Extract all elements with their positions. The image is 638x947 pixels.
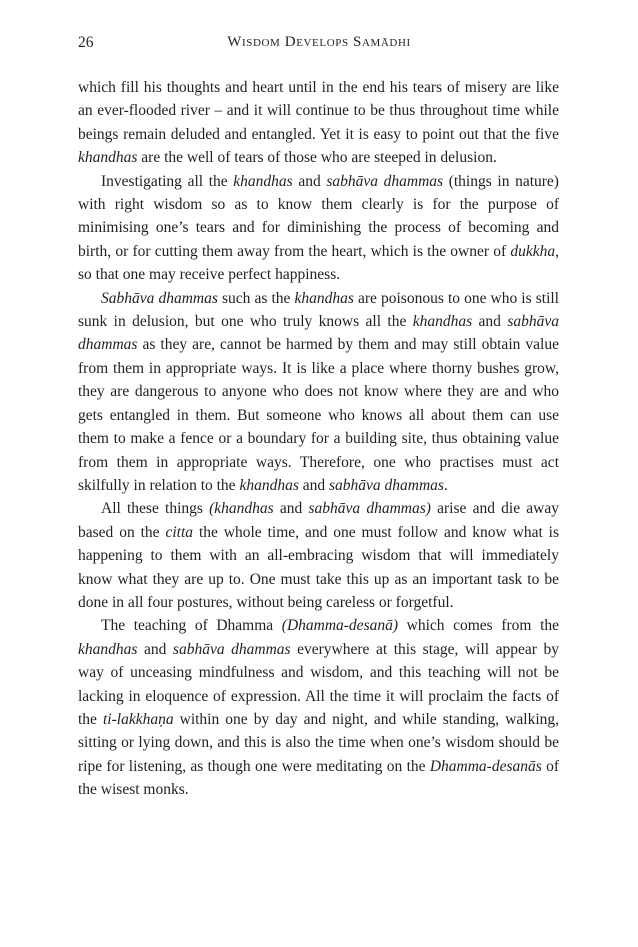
text-run: within one by day and night, and while standing, walking, sitting or lying down, and this is also the time when one’s wisdom should be ripe for listening, as though one were meditating on the (78, 710, 560, 775)
italic-term: dukkha (510, 242, 556, 260)
text-run: and (137, 640, 173, 658)
body-text (78, 76, 559, 802)
italic-term: sabhāva dhammas (326, 172, 444, 190)
page-number: 26 (78, 34, 94, 51)
italic-term: khandhas (412, 313, 473, 331)
text-run: everywhere at this stage, will appear by way of unceasing mindfulness and wisdom, and this teaching will not be lacking in eloquence of expression. All the time it will proclaim the facts of the (78, 640, 559, 728)
text-run: and (298, 476, 329, 494)
italic-term: sabhāva dhammas (172, 640, 291, 658)
text-run: as they are, cannot be harmed by them and may still obtain value from them in appropriate ways. It is like a place where thorny bushes grow, they are dangerous to anyone who does not know where they are and who gets entangled in them. But someone who knows all about them can use them to make a fence or a boundary for a building site, thus obtaining value from them in appropriate ways. Therefore, one who practises must act skilfully in relation to the (78, 336, 559, 494)
paragraph (78, 614, 559, 801)
italic-term: citta (165, 523, 194, 541)
italic-term: sabhāva dhammas) (308, 500, 431, 518)
text-run: the whole time, and one must follow and know what is happening to them with an all-embracing wisdom that will immediately know what they are up to. One must take this up as an important task to be done in all four postures, without being careless or forgetful. (78, 523, 560, 611)
page-header (78, 34, 560, 56)
italic-term: khandhas (294, 289, 354, 307)
italic-term: khandhas (239, 476, 299, 494)
italic-term: khandhas (78, 640, 138, 658)
text-run: which comes from the (398, 617, 560, 635)
text-run: , so that one may receive perfect happiness. (78, 242, 559, 284)
text-run: which fill his thoughts and heart until in the end his tears of misery are like an ever-flooded river – and it will continue to be thus throughout time while beings remain deluded and entangled. Yet it is easy to point out that the five (78, 79, 559, 143)
text-run: arise and die away based on the (78, 500, 559, 541)
text-run: and (472, 313, 508, 331)
text-run: The teaching of Dhamma (101, 617, 282, 635)
italic-term: sabhāva dhammas (78, 313, 559, 354)
italic-term: sabhāva dhammas (329, 476, 444, 494)
italic-term: Sabhāva dhammas (101, 289, 218, 307)
text-run: such as the (217, 289, 295, 307)
italic-term: khandhas (78, 149, 138, 167)
italic-term: (khandhas (209, 500, 274, 518)
text-run: . (443, 476, 448, 494)
text-run: are the well of tears of those who are steeped in delusion. (137, 149, 497, 167)
paragraph (78, 497, 559, 614)
text-run: are poisonous to one who is still sunk in delusion, but one who truly knows all the (78, 289, 559, 331)
paragraph (78, 170, 559, 287)
text-run: and (273, 500, 309, 518)
italic-term: ti-lakkhaṇa (102, 710, 174, 728)
text-run: and (292, 172, 327, 190)
text-run: of the wisest monks. (78, 757, 559, 799)
italic-term: Dhamma-desanās (429, 757, 542, 775)
text-run: All these things (101, 500, 210, 518)
running-head: Wisdom Develops Samādhi (227, 34, 411, 50)
text-run: (things in nature) with right wisdom so as to know them clearly is for the purpose of minimising one’s tears and for diminishing the process of becoming and birth, or for cutting them away from the heart, which is the owner of (78, 172, 559, 260)
italic-term: khandhas (233, 172, 293, 190)
italic-term: (Dhamma-desanā) (281, 617, 399, 635)
paragraph (78, 287, 559, 498)
paragraph (78, 76, 559, 170)
text-run: Investigating all the (101, 172, 234, 190)
